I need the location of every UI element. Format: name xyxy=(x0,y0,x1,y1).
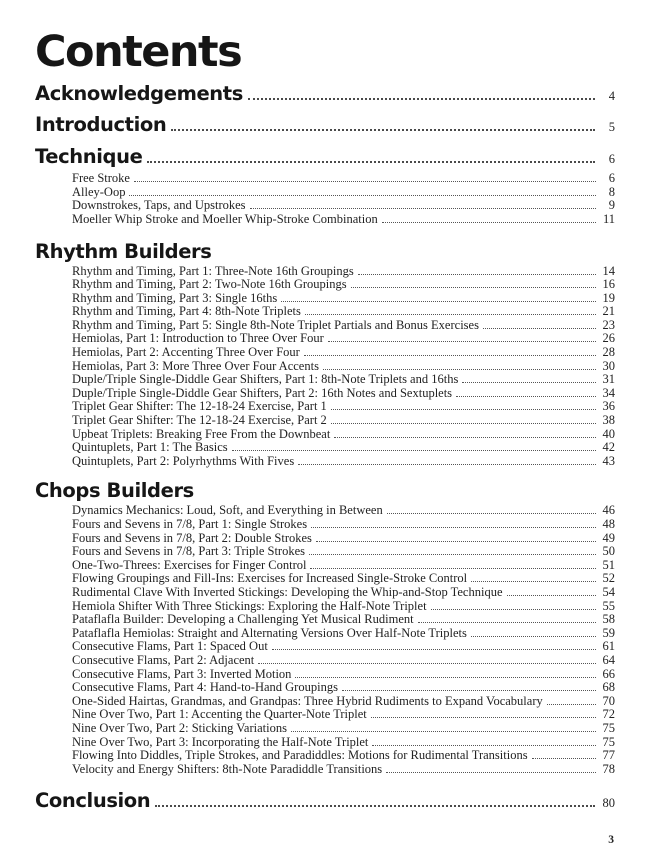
dotted-leader xyxy=(331,423,596,424)
toc-item-label: Pataflafla Builder: Developing a Challenging Yet Musical Rudiment xyxy=(72,612,414,627)
toc-page-number: 38 xyxy=(602,413,615,428)
toc-item-row xyxy=(35,199,615,213)
toc-item-label: Fours and Sevens in 7/8, Part 1: Single Strokes xyxy=(72,517,308,532)
dotted-leader xyxy=(323,369,596,370)
toc-section-heading: Chops Builders xyxy=(35,479,194,503)
toc-section-heading-row xyxy=(35,83,615,107)
dotted-leader xyxy=(232,450,596,451)
toc-page-number: 31 xyxy=(602,372,615,387)
dotted-leader xyxy=(483,328,596,329)
dotted-leader xyxy=(304,355,596,356)
toc-item-label: Rhythm and Timing, Part 1: Three-Note 16th Groupings xyxy=(72,263,354,278)
toc-section-heading: Acknowledgements xyxy=(35,82,243,106)
toc-item-row xyxy=(35,532,615,546)
toc-page-number: 64 xyxy=(602,652,615,667)
toc-item-row xyxy=(35,763,615,777)
toc-item-label: One-Sided Hairtas, Grandmas, and Grandpas: Three Hybrid Rudiments to Expand Vocabulary xyxy=(72,693,543,708)
dotted-leader xyxy=(507,595,597,596)
toc-item-row xyxy=(35,213,615,227)
toc-item-row xyxy=(35,305,615,319)
dotted-leader xyxy=(382,222,596,223)
dotted-leader xyxy=(456,396,596,397)
toc-page-number: 55 xyxy=(602,598,615,613)
dotted-leader xyxy=(358,274,596,275)
toc-section-heading: Rhythm Builders xyxy=(35,239,212,263)
dotted-leader xyxy=(471,581,596,582)
dotted-leader xyxy=(547,704,596,705)
toc-item-row xyxy=(35,319,615,333)
dotted-leader xyxy=(147,161,595,163)
toc-item-label: Moeller Whip Stroke and Moeller Whip-Stroke Combination xyxy=(72,211,378,226)
toc-item-label: Hemiolas, Part 2: Accenting Three Over Four xyxy=(72,345,300,360)
toc-item-row xyxy=(35,400,615,414)
toc-item-row xyxy=(35,559,615,573)
toc-item-row xyxy=(35,545,615,559)
dotted-leader xyxy=(272,649,596,650)
toc-item-label: Consecutive Flams, Part 2: Adjacent xyxy=(72,652,255,667)
toc-section-items xyxy=(35,504,615,776)
toc-item-label: Nine Over Two, Part 3: Incorporating the Half-Note Triplet xyxy=(72,734,369,749)
toc-page-number: 68 xyxy=(602,680,615,695)
dotted-leader xyxy=(342,690,596,691)
dotted-leader xyxy=(386,772,596,773)
toc-item-row xyxy=(35,613,615,627)
toc-item-row xyxy=(35,428,615,442)
toc-item-label: Duple/Triple Single-Diddle Gear Shifters, Part 2: 16th Notes and Sextuplets xyxy=(72,385,453,400)
toc-item-row xyxy=(35,373,615,387)
toc-item-row xyxy=(35,668,615,682)
toc-section-heading: Introduction xyxy=(35,113,167,137)
toc-item-label: Hemiola Shifter With Three Stickings: Exploring the Half-Note Triplet xyxy=(72,598,427,613)
toc-item-label: Rudimental Clave With Inverted Stickings: Developing the Whip-and-Stop Technique xyxy=(72,584,503,599)
toc-page-number: 19 xyxy=(602,290,615,305)
dotted-leader xyxy=(351,287,596,288)
toc-page-number: 6 xyxy=(608,152,615,167)
toc-page-number: 28 xyxy=(602,345,615,360)
toc-item-row xyxy=(35,586,615,600)
toc-item-row xyxy=(35,504,615,518)
toc-item-label: Duple/Triple Single-Diddle Gear Shifters, Part 1: 8th-Note Triplets and 16ths xyxy=(72,372,459,387)
dotted-leader xyxy=(155,805,595,807)
toc-item-row xyxy=(35,736,615,750)
toc-item-label: Upbeat Triplets: Breaking Free From the Downbeat xyxy=(72,426,331,441)
toc-section-heading: Technique xyxy=(35,145,143,169)
toc-page-number: 58 xyxy=(602,612,615,627)
toc-page-number: 70 xyxy=(602,693,615,708)
toc-page-number: 80 xyxy=(602,796,615,811)
toc-page-number: 26 xyxy=(602,331,615,346)
toc-item-row xyxy=(35,640,615,654)
dotted-leader xyxy=(295,677,596,678)
toc-page-number: 11 xyxy=(602,211,615,226)
toc-page-number: 4 xyxy=(608,89,615,104)
toc-page-number: 77 xyxy=(602,748,615,763)
toc-item-row xyxy=(35,572,615,586)
dotted-leader xyxy=(281,301,596,302)
toc-item-label: Nine Over Two, Part 2: Sticking Variations xyxy=(72,720,287,735)
toc-item-row xyxy=(35,186,615,200)
toc-item-label: Triplet Gear Shifter: The 12-18-24 Exercise, Part 2 xyxy=(72,413,327,428)
dotted-leader xyxy=(387,513,596,514)
toc-item-label: Quintuplets, Part 2: Polyrhythms With Fives xyxy=(72,453,295,468)
toc-page-number: 59 xyxy=(602,625,615,640)
toc-page-number: 9 xyxy=(608,198,615,213)
toc-item-label: Rhythm and Timing, Part 3: Single 16ths xyxy=(72,290,278,305)
toc-item-label: Quintuplets, Part 1: The Basics xyxy=(72,440,228,455)
toc-page-number: 75 xyxy=(602,734,615,749)
toc-item-label: Flowing Into Diddles, Triple Strokes, and Paradiddles: Motions for Rudimental Transitions xyxy=(72,748,528,763)
toc-item-row xyxy=(35,360,615,374)
dotted-leader xyxy=(129,195,596,196)
toc-item-row xyxy=(35,441,615,455)
toc-page-number: 78 xyxy=(602,761,615,776)
toc-item-label: Rhythm and Timing, Part 4: 8th-Note Triplets xyxy=(72,304,301,319)
toc-item-label: Fours and Sevens in 7/8, Part 3: Triple Strokes xyxy=(72,544,305,559)
toc-item-row xyxy=(35,722,615,736)
dotted-leader xyxy=(309,554,596,555)
toc-page-number: 36 xyxy=(602,399,615,414)
toc-page-number: 21 xyxy=(602,304,615,319)
toc-item-label: Velocity and Energy Shifters: 8th-Note Paradiddle Transitions xyxy=(72,761,383,776)
toc-section-heading-row xyxy=(35,146,615,170)
dotted-leader xyxy=(311,527,596,528)
toc-item-row xyxy=(35,414,615,428)
toc-item-label: Pataflafla Hemiolas: Straight and Alternating Versions Over Half-Note Triplets xyxy=(72,625,467,640)
dotted-leader xyxy=(248,98,595,100)
toc-section-heading-row xyxy=(35,114,615,138)
dotted-leader xyxy=(316,541,596,542)
toc-page-number: 14 xyxy=(602,263,615,278)
toc-section xyxy=(35,114,615,138)
dotted-leader xyxy=(305,314,596,315)
dotted-leader xyxy=(371,717,596,718)
toc-item-row xyxy=(35,600,615,614)
toc-page-number: 61 xyxy=(602,639,615,654)
toc-item-label: Dynamics Mechanics: Loud, Soft, and Everything in Between xyxy=(72,503,383,518)
toc-item-label: Rhythm and Timing, Part 5: Single 8th-Note Triplet Partials and Bonus Exercises xyxy=(72,317,479,332)
toc-page-number: 40 xyxy=(602,426,615,441)
dotted-leader xyxy=(431,609,596,610)
toc-item-label: One-Two-Threes: Exercises for Finger Control xyxy=(72,557,307,572)
toc-item-label: Nine Over Two, Part 1: Accenting the Quarter-Note Triplet xyxy=(72,707,367,722)
toc-item-label: Downstrokes, Taps, and Upstrokes xyxy=(72,198,246,213)
toc-item-row xyxy=(35,292,615,306)
toc-page-number: 51 xyxy=(602,557,615,572)
toc-section xyxy=(35,480,615,776)
dotted-leader xyxy=(250,208,596,209)
toc-page-number: 30 xyxy=(602,358,615,373)
toc-section-heading-row xyxy=(35,241,615,263)
toc-page-number: 48 xyxy=(602,517,615,532)
toc-item-row xyxy=(35,518,615,532)
dotted-leader xyxy=(462,382,596,383)
toc-item-row xyxy=(35,455,615,469)
toc-section-heading-row xyxy=(35,480,615,502)
toc-page-number: 42 xyxy=(602,440,615,455)
dotted-leader xyxy=(258,663,596,664)
dotted-leader xyxy=(171,129,595,131)
toc-page-number: 23 xyxy=(602,317,615,332)
toc-page-number: 50 xyxy=(602,544,615,559)
toc-item-label: Consecutive Flams, Part 3: Inverted Motion xyxy=(72,666,292,681)
toc-item-row xyxy=(35,346,615,360)
dotted-leader xyxy=(471,636,596,637)
toc-item-label: Hemiolas, Part 1: Introduction to Three Over Four xyxy=(72,331,324,346)
toc-item-label: Fours and Sevens in 7/8, Part 2: Double Strokes xyxy=(72,530,312,545)
toc-item-label: Flowing Groupings and Fill-Ins: Exercises for Increased Single-Stroke Control xyxy=(72,571,468,586)
toc-section xyxy=(35,146,615,226)
toc-item-row xyxy=(35,749,615,763)
toc-item-label: Triplet Gear Shifter: The 12-18-24 Exercise, Part 1 xyxy=(72,399,327,414)
dotted-leader xyxy=(372,745,596,746)
toc-item-label: Consecutive Flams, Part 1: Spaced Out xyxy=(72,639,268,654)
toc-page-number: 16 xyxy=(602,277,615,292)
dotted-leader xyxy=(334,437,596,438)
dotted-leader xyxy=(328,341,596,342)
toc-page-number: 46 xyxy=(602,503,615,518)
toc-item-label: Rhythm and Timing, Part 2: Two-Note 16th Groupings xyxy=(72,277,347,292)
toc-item-row xyxy=(35,265,615,279)
toc-item-label: Consecutive Flams, Part 4: Hand-to-Hand Groupings xyxy=(72,680,338,695)
dotted-leader xyxy=(298,464,596,465)
toc-item-row xyxy=(35,627,615,641)
toc-page-number: 66 xyxy=(602,666,615,681)
toc-page-number: 8 xyxy=(608,184,615,199)
toc-item-label: Hemiolas, Part 3: More Three Over Four Accents xyxy=(72,358,319,373)
toc-page-number: 52 xyxy=(602,571,615,586)
toc-section xyxy=(35,790,615,814)
toc-page-number: 72 xyxy=(602,707,615,722)
toc-item-row xyxy=(35,278,615,292)
toc-section-heading-row xyxy=(35,790,615,814)
toc-item-row xyxy=(35,695,615,709)
toc-item-label: Alley-Oop xyxy=(72,184,126,199)
toc-page-number: 49 xyxy=(602,530,615,545)
toc-section-items xyxy=(35,172,615,226)
toc-page-number: 34 xyxy=(602,385,615,400)
dotted-leader xyxy=(532,758,596,759)
toc-item-label: Free Stroke xyxy=(72,171,130,186)
toc-item-row xyxy=(35,387,615,401)
dotted-leader xyxy=(134,181,596,182)
toc-section xyxy=(35,83,615,107)
dotted-leader xyxy=(418,622,596,623)
toc-item-row xyxy=(35,708,615,722)
folio-page-number: 3 xyxy=(608,834,614,846)
toc-page-number: 6 xyxy=(608,171,615,186)
page-title: Contents xyxy=(35,27,242,77)
dotted-leader xyxy=(291,731,596,732)
toc-page-number: 5 xyxy=(608,120,615,135)
toc-section-heading: Conclusion xyxy=(35,789,151,813)
toc-item-row xyxy=(35,332,615,346)
toc-item-row xyxy=(35,681,615,695)
toc-section-items xyxy=(35,265,615,469)
toc xyxy=(35,83,615,814)
dotted-leader xyxy=(310,568,596,569)
toc-item-row xyxy=(35,654,615,668)
toc-section xyxy=(35,241,615,469)
toc-item-row xyxy=(35,172,615,186)
toc-page-number: 75 xyxy=(602,720,615,735)
toc-page-number: 54 xyxy=(602,584,615,599)
toc-page-number: 43 xyxy=(602,453,615,468)
dotted-leader xyxy=(331,409,596,410)
